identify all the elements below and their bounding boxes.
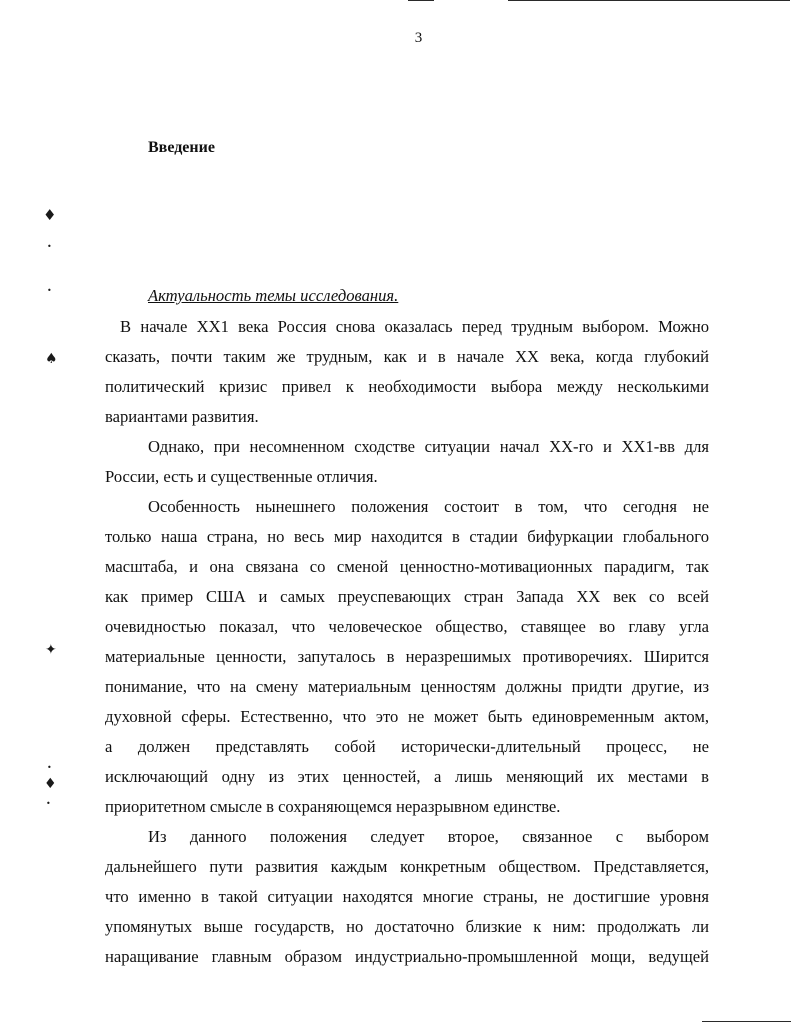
text-line: Из данного положения следует второе, связанное с выбором (148, 827, 709, 846)
text-line: исключающий одну из этих ценностей, а лишь меняющий их местами в (105, 767, 709, 786)
text-line: дальнейшего пути развития каждым конкретным обществом. Представляется, (105, 857, 709, 876)
scan-edge-line-bottom-right (702, 1021, 791, 1022)
text-line: как пример США и самых преуспевающих стран Запада ХХ век со всей (105, 587, 709, 606)
margin-mark-icon: • (47, 242, 52, 251)
scan-edge-line-top-left (408, 0, 434, 1)
text-line: материальные ценности, запуталось в неразрешимых противоречиях. Ширится (105, 647, 709, 666)
text-line: духовной сферы. Естественно, что это не может быть единовременным актом, (105, 707, 709, 726)
text-line: наращивание главным образом индустриально-промышленной мощи, ведущей (105, 947, 709, 966)
margin-mark-icon: • (47, 286, 52, 295)
section-subtitle: Актуальность темы исследования. (148, 286, 399, 305)
text-line: Однако, при несомненном сходстве ситуации начал ХХ-го и ХХ1-вв для (148, 437, 709, 456)
margin-mark-icon: • (47, 763, 52, 772)
margin-mark-icon: ♦ (44, 776, 57, 792)
text-line: а должен представлять собой исторически-длительный процесс, не (105, 737, 709, 756)
text-line: В начале ХХ1 века Россия снова оказалась перед трудным выбором. Можно (120, 317, 709, 336)
text-line: Особенность нынешнего положения состоит в том, что сегодня не (148, 497, 709, 516)
text-line: масштаба, и она связана со сменой ценностно-мотивационных парадигм, так (105, 557, 709, 576)
margin-mark-icon: ♠ (45, 351, 58, 367)
text-line: понимание, что на смену материальным ценностям должны придти другие, из (105, 677, 709, 696)
text-line: приоритетном смысле в сохраняющемся неразрывном единстве. (105, 797, 561, 816)
text-line: России, есть и существенные отличия. (105, 467, 378, 486)
margin-mark-icon: • (46, 799, 51, 808)
margin-mark-icon: ♦ (43, 206, 57, 224)
text-line: упомянутых выше государств, но достаточно близкие к ним: продолжать ли (105, 917, 709, 936)
text-line: вариантами развития. (105, 407, 259, 426)
section-heading: Введение (148, 139, 215, 156)
page-number: 3 (414, 30, 423, 46)
text-line: сказать, почти таким же трудным, как и в начале ХХ века, когда глубокий (105, 347, 709, 366)
scan-edge-line-top-right (508, 0, 790, 1)
text-line: что именно в такой ситуации находятся многие страны, не достигшие уровня (105, 887, 709, 906)
margin-mark-icon: ✦ (45, 642, 57, 658)
text-line: очевидностью показал, что человеческое общество, ставящее во главу угла (105, 617, 709, 636)
text-line: только наша страна, но весь мир находится в стадии бифуркации глобального (105, 527, 709, 546)
body-text (105, 312, 709, 972)
text-line: политический кризис привел к необходимости выбора между несколькими (105, 377, 709, 396)
